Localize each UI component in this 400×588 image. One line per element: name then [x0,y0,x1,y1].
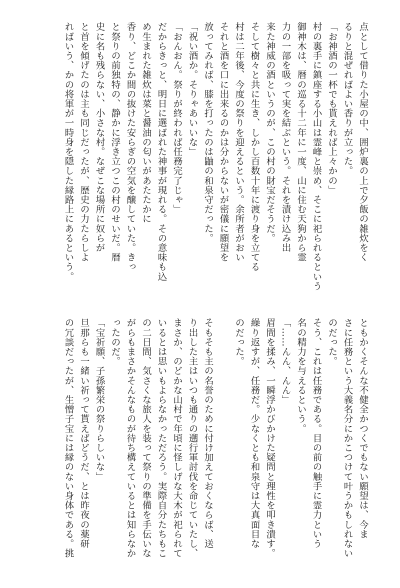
lower-text-block [15,318,370,576]
text-line: 眉間を揉み、一瞬浮かびかけた疑問と理性を叩き潰す。 [264,318,275,558]
text-line: 「宝祈願、子孫繁栄の祭りらしいな」 [93,318,105,482]
text-line: 点として借りた小屋の中、囲炉裏の上で夕飯の雑炊をく [357,22,368,262]
text-line: り出した主はいつも通りの遡行軍討伐を命じていたし、 [186,318,198,558]
text-line: そう、これは任務である。目の前の触手に霊力という [310,318,322,549]
text-line: の冗談だったが、生憎子宝には縁のない身体である。挑 [62,318,74,558]
text-line: そして樹々と共に生き、しかし百数十年に渡り身を立てる [248,22,260,272]
text-line: と首を傾げたのは主も同じだったが、歴史の力たらしよ [78,22,89,262]
text-line: だからきっと、明日に選ばれた神事が現れる。その意味も込 [155,22,167,282]
text-line: いるとは思いもよらなかっただろう。実際自分たちもこ [155,318,167,558]
text-line: るりと混ぜればよい香りが立った。 [341,22,353,176]
text-line: 「祝い酒か。そりゃあいいな」 [186,22,198,157]
text-line: さに任務という大義名分にかこつけて叶うかもしれない [341,318,353,558]
text-line: 「おんおん。祭りが終われば任務完了じゃ」 [171,22,182,214]
text-line: め生まれた雑炊は菜と醤油の匂いがあたたかに [140,22,151,224]
text-line: 村の裏手に鎮座する小山は霊峰と崇め、そこに祀られるという [310,22,322,291]
text-line: ったのだ。 [109,318,120,366]
text-line: 名の精力を与えるという。 [295,318,306,434]
text-line: 御神木は、暦の巡る十二年に一度、山に住む天狗から霊 [295,22,306,262]
text-line: 「……んん、んん」 [279,318,291,405]
text-line: のだった。 [326,318,337,366]
text-line: 放ってみれば、膝を打ったのは鼬の和泉守だった。 [202,22,213,243]
upper-text-block [15,22,370,294]
text-line: 史に名も残らない、小さな村。なぜこな場所に奴らが [93,22,105,253]
text-line: 旦那らも一緒い祈って貰えばどうだ、とは昨夜の薬研 [78,318,89,549]
text-line: 繰り返すが、任務だ。少なくとも和泉守は大真面目な [248,318,260,549]
text-line: 香り、どこか間の抜けた安らぎの空気を醸していた。きっ [124,22,136,272]
text-line: 来た神威の酒というのが、この村の財宝だそうだ。 [264,22,275,243]
text-line: 村は二年後、今度の祭りを迎えるという。余所者がおい [233,22,244,262]
text-line: まさか、のどかな山村で年頃に怪しげな大木が祀られて [171,318,182,558]
text-line: がらもまさかそんなものが待ち構えているとは知らなか [124,318,136,558]
text-line: そもそも主の名誉のために付け加えておくならば、送 [202,318,213,549]
text-line: それと酒を口に出来るのかは分からないが密儀に願望を [217,22,229,262]
text-line: 力の一部を吸って実を結ぶという。それを漬け込み出 [279,22,291,253]
text-line: 「お神酒の一杯でも貰えれば上々かの」 [326,22,337,195]
text-line: ればいう、かの将軍が一時身を隠した縁路上にあるという。 [62,22,74,282]
text-line [215,318,231,576]
text-line: の二日間、気さくな旅人を装って祭りの準備を手伝いな [140,318,151,558]
text-line: と祭りの前独特の、静かに浮き立つこの村のせいだ。暦 [109,22,120,262]
text-line: のだった。 [233,318,244,366]
text-line: ともかくそんな不健全かつくでもない願望は、今ま [357,318,368,539]
